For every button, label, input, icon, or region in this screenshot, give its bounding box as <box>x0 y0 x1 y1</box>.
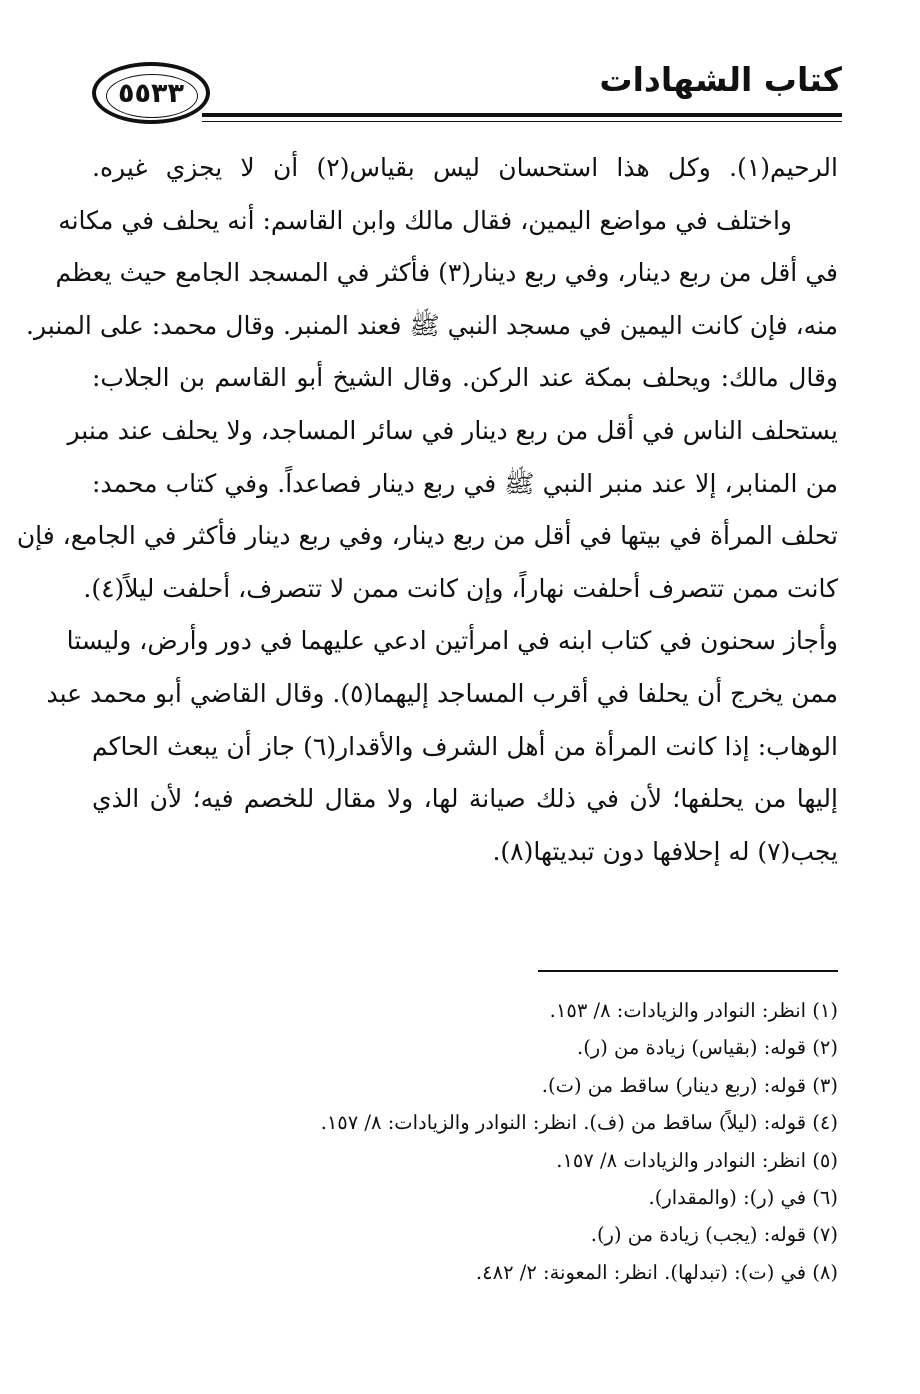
footnote-2: (٢) قوله: (بقياس) زيادة من (ر). <box>577 1036 838 1060</box>
page-header <box>92 58 842 128</box>
body-line: ممن يخرج أن يحلفا في أقرب المساجد إليهما(٥). وقال القاضي أبو محمد عبد <box>46 678 838 708</box>
body-line: في أقل من ربع دينار، وفي ربع دينار(٣) فأكثر في المسجد الجامع حيث يعظم <box>55 258 838 288</box>
header-rule-thick <box>202 113 842 117</box>
body-text <box>16 142 838 878</box>
body-line: الرحيم(١). وكل هذا استحسان ليس بقياس(٢) أن لا يجزي غيره. <box>92 153 838 182</box>
page-number: ٥٥٣٣ <box>118 77 184 109</box>
page-number-badge-inner-ring <box>106 74 198 118</box>
body-line: واختلف في مواضع اليمين، فقال مالك وابن القاسم: أنه يحلف في مكانه <box>58 205 792 235</box>
page-number-badge <box>92 62 210 124</box>
body-line: من المنابر، إلا عند منبر النبي ﷺ في ربع دينار فصاعداً. وفي كتاب محمد: <box>92 468 838 498</box>
body-line: وأجاز سحنون في كتاب ابنه في امرأتين ادعي عليهما في دور وأرض، وليستا <box>66 626 838 656</box>
body-line: كانت ممن تتصرف أحلفت نهاراً، وإن كانت ممن لا تتصرف، أحلفت ليلاً(٤). <box>83 573 838 603</box>
footnote-3: (٣) قوله: (ربع دينار) ساقط من (ت). <box>541 1073 838 1097</box>
footnotes <box>78 992 838 1291</box>
footnote-6: (٦) في (ر): (والمقدار). <box>648 1186 838 1210</box>
footnote-7: (٧) قوله: (يجب) زيادة من (ر). <box>590 1223 838 1247</box>
body-line: وقال مالك: ويحلف بمكة عند الركن. وقال الشيخ أبو القاسم بن الجلاب: <box>92 363 838 393</box>
body-line: إليها من يحلفها؛ لأن في ذلك صيانة لها، ولا مقال للخصم فيه؛ لأن الذي <box>92 784 838 814</box>
book-title: كتاب الشهادات <box>599 60 842 99</box>
body-line: منه، فإن كانت اليمين في مسجد النبي ﷺ فعند المنبر. وقال محمد: على المنبر. <box>26 310 838 340</box>
footnote-8: (٨) في (ت): (تبدلها). انظر: المعونة: ٢/ ٤٨٢. <box>475 1260 838 1284</box>
body-line: يجب(٧) له إحلافها دون تبديتها(٨). <box>492 836 838 866</box>
footnote-5: (٥) انظر: النوادر والزيادات ٨/ ١٥٧. <box>556 1148 838 1172</box>
footnote-1: (١) انظر: النوادر والزيادات: ٨/ ١٥٣. <box>549 999 838 1022</box>
body-line: الوهاب: إذا كانت المرأة من أهل الشرف والأقدار(٦) جاز أن يبعث الحاكم <box>92 731 838 761</box>
body-line: تحلف المرأة في بيتها في أقل من ربع دينار، وفي ربع دينار فأكثر في الجامع، فإن <box>16 521 838 551</box>
footnote-4: (٤) قوله: (ليلاً) ساقط من (ف). انظر: النوادر والزيادات: ٨/ ١٥٧. <box>320 1111 838 1135</box>
footnote-separator <box>538 970 838 972</box>
header-rule-thin <box>202 121 842 122</box>
body-line: يستحلف الناس في أقل من ربع دينار في سائر المساجد، ولا يحلف عند منبر <box>67 415 838 445</box>
